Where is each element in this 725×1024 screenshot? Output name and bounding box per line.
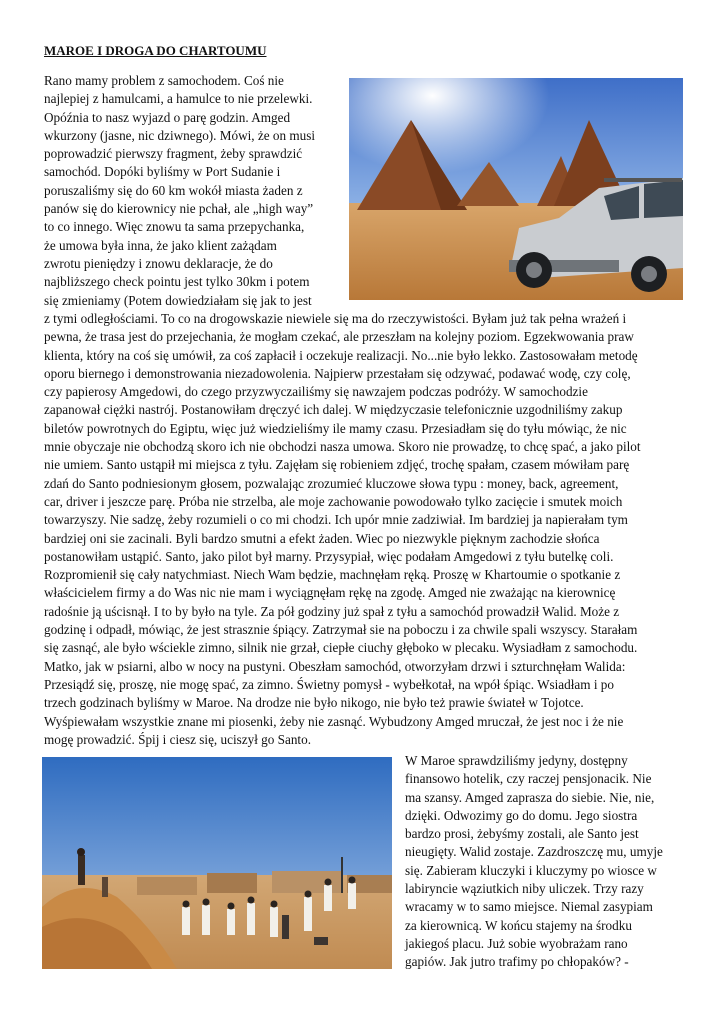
text-line: towarzyszy. Nie sadzę, żeby rozumieli o co mi chodzi. Ich upór mnie zadziwiał. Im bardziej ja napierałam tym (44, 512, 628, 528)
text-line: labiryncie wąziutkich niby uliczek. Trzy razy (405, 881, 644, 897)
text-line: nie umiem. Santo ustąpił mi miejsca z tyłu. Zajęłam się robieniem zdjęć, trochę spałam, czasem mówiłam parę (44, 457, 630, 473)
text-line: biletów powrotnych do Egiptu, więc już wiedzieliśmy ile mamy czasu. Przesiadłam się do tyłu mówiąc, że nic (44, 420, 627, 436)
text-line: panów się do kierownicy nie pchał, ale „high way” (44, 201, 314, 217)
text-line: poruszaliśmy się do 60 km wokół miasta żaden z (44, 182, 303, 198)
text-line: Matko, jak w psiarni, albo w nocy na pustyni. Obeszłam samochód, otworzyłam drzwi i szturchnęłam Walida: (44, 658, 626, 674)
text-line: bardziej oni sie zacinali. Byli bardzo smutni a efekt żaden. Wiec po niezwykle pięknym zachodzie słońca (44, 530, 600, 546)
text-line: samochód. Dopóki byliśmy w Port Sudanie i (44, 164, 281, 180)
text-line: Wyśpiewałam wszystkie znane mi piosenki, żeby nie zasnąć. Wybudzony Amged mruczał, że jest noc i że nie (44, 713, 624, 729)
text-line: pewna, że trasa jest do przejechania, że mogłam czekać, ale przeszłam na kolejny poziom. Egzekwowania praw (44, 329, 634, 345)
text-line: zwrotu pieniędzy i znowu deklaracje, że do (44, 255, 273, 271)
text-line: wkurzony (jasne, nic dziwnego). Mówi, że on musi (44, 127, 316, 143)
text-line: najbliższego check pointu jest tylko 30km i potem (44, 274, 310, 290)
text-line: nieugięty. Walid zostaje. Zazdroszczę mu, umyje (405, 844, 663, 860)
text-line: car, driver i jeszcze parę. Próba nie strzelba, ale moje zachowanie powodowało tylko zacięcie i smutek moich (44, 493, 623, 509)
text-line: zdań do Santo podniesionym głosem, pozwalając zrozumieć kluczowe słowa typu : money, back, agreement, (44, 475, 619, 491)
text-line: W Maroe sprawdziliśmy jedyny, dostępny (405, 753, 628, 768)
village-crowd-photo (42, 757, 392, 969)
intro-paragraph (44, 72, 349, 310)
text-line: radośnie ją uścisnął. I to by było na tyle. Za pół godziny już spał z tyłu a samochód prowadził Walid. Może z (44, 603, 620, 619)
text-line: mnie obyczaje nie obchodzą skoro ich nie obchodzi nasza umowa. Skoro nie prowadzę, to chcę spać, a jako pilot (44, 439, 641, 455)
text-line: za kierownicą. W końcu stajemy na środku (405, 917, 632, 933)
text-line: Przesiądź się, proszę, nie mogę spać, za zimno. Świetny pomysł - wybełkotał, na wpół śpiąc. Wsiadłam i po (44, 676, 614, 692)
text-line: oporu biernego i demonstrowania niezadowolenia. Najpierw przestałam się odzywać, podawać wodę, czy colę, (44, 365, 631, 381)
text-line: że umowa była inna, że jako klient zażądam (44, 237, 277, 253)
text-line: dzięki. Odwozimy go do domu. Jego siostra (405, 807, 638, 823)
text-line: najlepiej z hamulcami, a hamulce to nie przelewki. (44, 91, 313, 107)
text-line: trzech godzinach byliśmy w Maroe. Na drodze nie było nikogo, nie było też prawie świateł w Tojotce. (44, 695, 584, 711)
text-line: bardzo prosi, żebyśmy zostali, ale Santo jest (405, 826, 639, 842)
text-line: Rozpromienił się cały natychmiast. Niech Wam będzie, machnęłam ręką. Proszę w Khartoumie o spotkanie z (44, 567, 621, 583)
text-line: zapanował ciężki nastrój. Postanowiłam dręczyć ich dalej. W międzyczasie telefonicznie uzgodniliśmy zakup (44, 402, 623, 418)
text-line: Rano mamy problem z samochodem. Coś nie (44, 73, 284, 88)
text-line: z tymi odległościami. To co na drogowskazie niewiele się ma do rzeczywistości. Byłam już tak pełna wrażeń i (44, 311, 627, 326)
text-line: się zasnąć, ale było wściekle zimno, silnik nie grzał, ciepłe ciuchy głęboko w plecaku. Wysiadłam z samochodu. (44, 640, 638, 656)
text-line: jakiegoś placu. Już sobie wyobrażam rano (405, 935, 628, 951)
text-line: wracamy w to samo miejsce. Niemal zasypiam (405, 899, 653, 915)
closing-paragraph (405, 752, 687, 972)
text-line: klienta, który na coś się umówił, za coś zapłacił i oczekuje realizacji. No...nie było lekko. Zastosowałam metodę (44, 347, 638, 363)
text-line: się. Zabieram kluczyki i kluczymy po wiosce w (405, 862, 657, 878)
text-line: się zmieniamy (Potem dowiedziałam się jak to jest (44, 292, 312, 308)
text-line: Opóźnia to nasz wyjazd o parę godzin. Amged (44, 109, 291, 125)
text-line: czy papierosy Amgedowi, do czego przyzwyczailiśmy się nawzajem podczas podróży. W samochodzie (44, 384, 588, 400)
text-line: mogę prowadzić. Śpij i ciesz się, uciszył go Santo. (44, 731, 311, 747)
pyramids-car-photo (349, 78, 683, 300)
text-line: to co innego. Więc znowu ta sama przepychanka, (44, 219, 305, 235)
text-line: finansowo hotelik, czy raczej pensjonacik. Nie (405, 771, 652, 787)
text-line: poprowadzić pierwszy fragment, żeby sprawdzić (44, 146, 303, 162)
text-line: ma szansy. Amged zaprasza do siebie. Nie, nie, (405, 789, 655, 805)
text-line: gapiów. Jak jutro trafimy po chłopaków? - (405, 954, 629, 970)
text-line: właścicielem firmy a do Was nic nie mam i wyciągnęłam rękę na zgodę. Amged nie zważając na kierownicę (44, 585, 616, 601)
article-title: MAROE I DROGA DO CHARTOUMU (44, 43, 267, 58)
text-line: godzinę i odpadł, mówiąc, że jest strasznie śpiący. Zatrzymał sie na poboczu i za chwile spali wszyscy. Starałam (44, 622, 638, 638)
main-paragraph (44, 310, 684, 749)
text-line: postanowiłam ustąpić. Santo, jako pilot był marny. Przysypiał, więc podałam Amgedowi z tyłu butelkę coli. (44, 548, 614, 564)
